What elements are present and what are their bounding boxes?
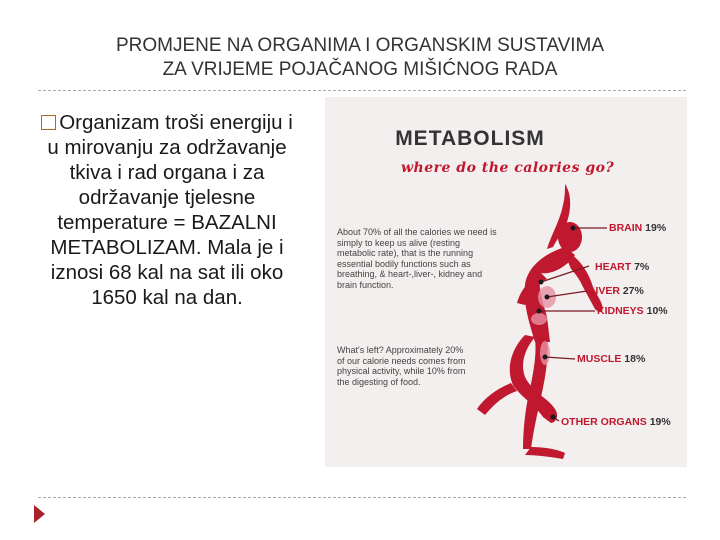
activity-digestion-text: What's left? Approximately 20% of our calorie needs comes from physical activity, while 10% from the digesting of food.	[337, 345, 466, 387]
resting-metabolism-text: About 70% of all the calories we need is simply to keep us alive (resting metabolic rate), that is the running essential bodily functions such as breathing, & heart-,liver-, kidney and brain function.	[337, 227, 497, 290]
next-arrow-icon[interactable]	[34, 505, 45, 523]
label-muscle: MUSCLE 18%	[577, 353, 646, 365]
label-brain: BRAIN 19%	[609, 222, 667, 234]
title-divider	[38, 90, 686, 91]
footer-divider	[38, 497, 686, 498]
label-heart: HEART 7%	[595, 261, 650, 273]
metabolism-infographic	[325, 97, 687, 467]
label-other-organs: OTHER ORGANS 19%	[561, 416, 671, 428]
body-text: Organizam troši energiju i u mirovanju za održavanje tkiva i rad organa i za održavanje tjelesne temperature = BAZALNI METABOLIZAM. Mala je i iznosi 68 kal na sat ili oko 1650 kal na dan.	[47, 111, 293, 309]
infographic-title: METABOLISM	[395, 127, 545, 150]
infographic-subtitle: where do the calories go?	[401, 160, 615, 176]
slide-title-line-2: ZA VRIJEME POJAČANOG MIŠIĆNOG RADA	[162, 59, 558, 80]
slide-title-line-1: PROMJENE NA ORGANIMA I ORGANSKIM SUSTAVIMA	[115, 35, 605, 56]
square-bullet-icon	[41, 115, 56, 130]
body-paragraph	[34, 110, 300, 310]
label-liver: LIVER 27%	[589, 285, 644, 297]
slide-title	[40, 34, 680, 82]
label-kidneys: KIDNEYS 10%	[597, 305, 668, 317]
